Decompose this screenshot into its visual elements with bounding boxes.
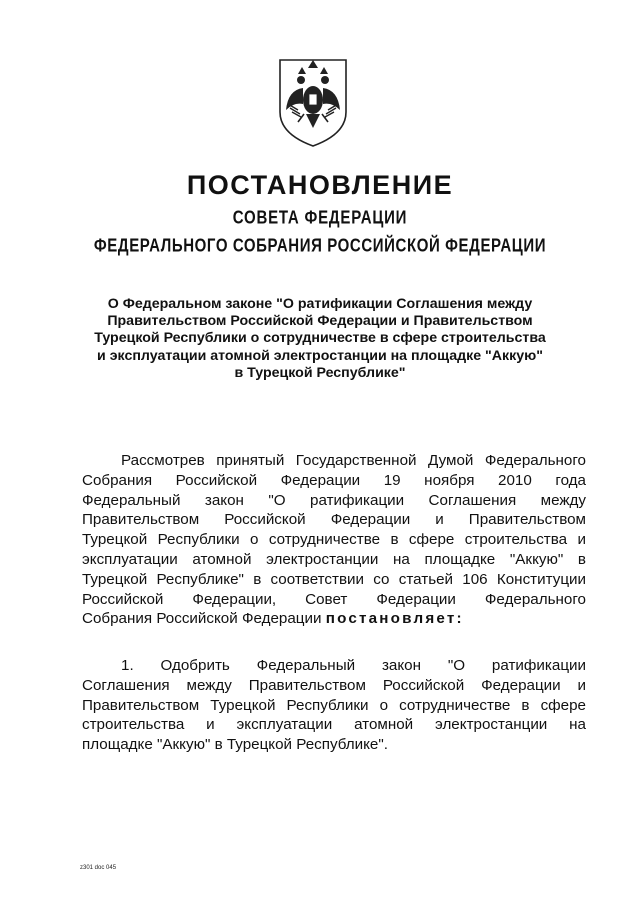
law-title-line: и эксплуатации атомной электростанции на площадке "Аккую": [97, 347, 543, 364]
point-1-line: 1. Одобрить Федеральный закон "О ратификации: [121, 657, 586, 674]
preamble-line: Правительством Российской Федерации и Правительством: [82, 511, 586, 529]
emblem-shield-svg: [268, 52, 358, 152]
point-1-line: площадке "Аккую" в Турецкой Республике".: [82, 736, 388, 754]
law-title-line: в Турецкой Республике": [234, 364, 406, 381]
preamble-final-line: [82, 609, 586, 629]
document-title: ПОСТАНОВЛЕНИЕ: [186, 170, 454, 200]
point-1-line: Соглашения между Правительством Российской Федерации и: [82, 676, 586, 694]
preamble-line: Российской Федерации, Совет Федерации Федерального: [82, 590, 586, 608]
point-1-paragraph: [82, 656, 586, 755]
point-1-line: строительства и эксплуатации атомной электростанции на: [82, 716, 586, 734]
document-code: z301 doc 045: [80, 865, 117, 871]
document-subtitle-assembly: ФЕДЕРАЛЬНОГО СОБРАНИЯ РОССИЙСКОЙ ФЕДЕРАЦИИ: [93, 235, 547, 257]
law-title-line: О Федеральном законе "О ратификации Соглашения между: [107, 296, 533, 312]
preamble-line: Собрания Российской Федерации: [82, 610, 322, 628]
preamble-line: Собрания Российской Федерации 19 ноября 2010 года: [82, 471, 586, 489]
preamble-line: Рассмотрев принятый Государственной Думой Федерального: [121, 452, 586, 469]
law-title-line: Правительством Российской Федерации и Правительством: [107, 313, 533, 330]
preamble-line: Турецкой Республики о сотрудничестве в сфере строительства и: [82, 531, 586, 549]
preamble-line: Федеральный закон "О ратификации Соглашения между: [82, 491, 586, 509]
russian-coat-of-arms-icon: [268, 52, 358, 152]
resolves-word: постановляет:: [325, 610, 464, 628]
preamble-line: Турецкой Республике" в соответствии со статьей 106 Конституции: [82, 570, 586, 588]
document-subtitle-council: СОВЕТА ФЕДЕРАЦИИ: [232, 207, 408, 229]
law-title-block: [70, 296, 570, 382]
law-title-line: Турецкой Республики о сотрудничестве в сфере строительства: [94, 330, 546, 347]
point-1-line: Правительством Турецкой Республики о сотрудничестве в сфере: [82, 696, 586, 714]
preamble-paragraph: [82, 451, 586, 629]
preamble-line: эксплуатации атомной электростанции на площадке "Аккую" в: [82, 550, 586, 568]
